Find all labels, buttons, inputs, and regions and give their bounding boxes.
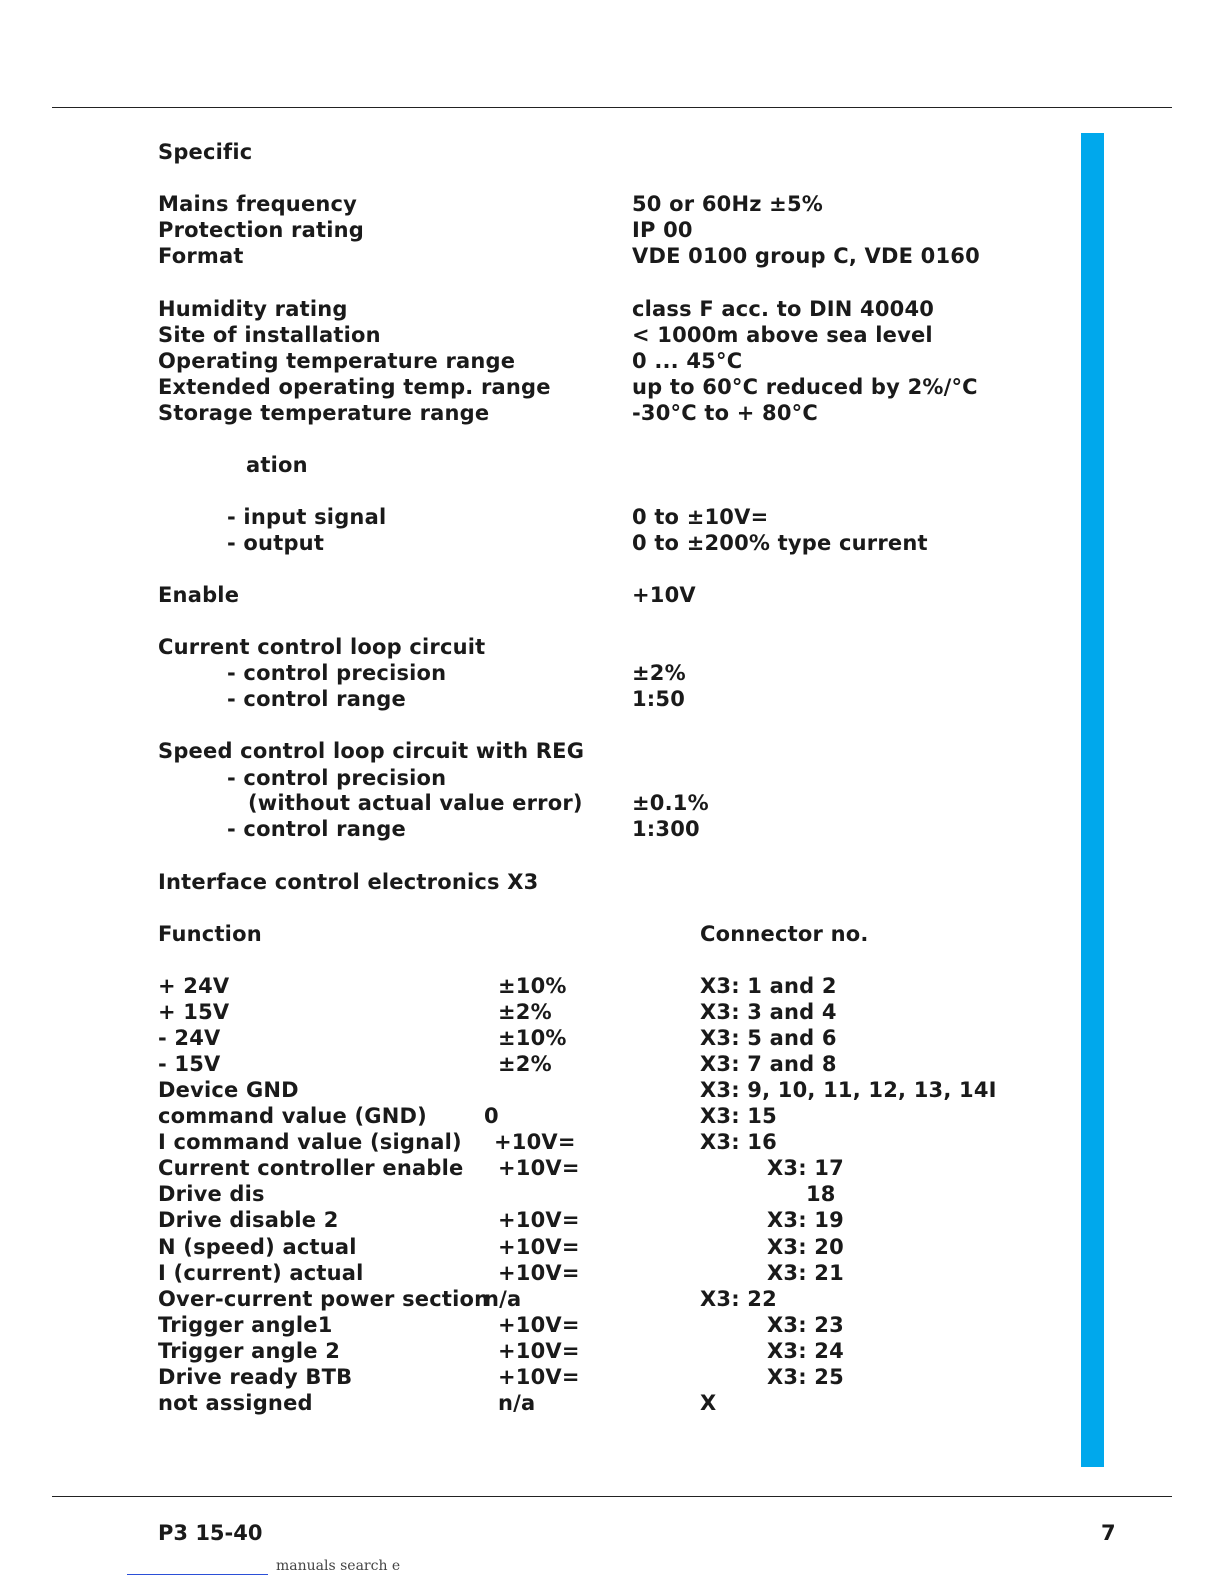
spec-label: Mains frequency [158,192,358,216]
table-value: +10V= [498,1156,580,1180]
table-function: Drive ready BTB [158,1365,353,1389]
table-connector: X3: 15 [700,1104,777,1128]
speed-loop-precision-sub: (without actual value error) [248,791,583,815]
table-connector: X3: 17 [767,1156,844,1180]
table-function: + 15V [158,1000,230,1024]
table-function: I (current) actual [158,1261,364,1285]
table-connector: X3: 5 and 6 [700,1026,837,1050]
table-connector: X3: 19 [767,1208,844,1232]
table-value: +10V= [498,1365,580,1389]
table-connector: X3: 1 and 2 [700,974,837,998]
spec-value: IP 00 [632,218,693,242]
accent-bar [1081,133,1104,1467]
table-connector: X [700,1391,717,1415]
interface-heading: Interface control electronics X3 [158,870,539,894]
table-function: Drive dis [158,1182,265,1206]
speed-loop-range-label: - control range [227,817,406,841]
table-function: Current controller enable [158,1156,464,1180]
table-connector: X3: 20 [767,1235,844,1259]
spec-label: Extended operating temp. range [158,375,551,399]
table-value: ±2% [498,1052,552,1076]
table-header-connector: Connector no. [700,922,869,946]
spec-value: up to 60°C reduced by 2%/°C [632,375,978,399]
footer-page-number: 7 [1101,1521,1116,1545]
enable-value: +10V [632,583,696,607]
ation-value: 0 to ±10V= [632,505,769,529]
spec-label: Format [158,244,244,268]
spec-label: Protection rating [158,218,364,242]
spec-label: Storage temperature range [158,401,490,425]
table-value: +10V= [498,1235,580,1259]
table-value: +10V= [498,1261,580,1285]
ation-label: - output [227,531,325,555]
spec-label: Humidity rating [158,297,348,321]
table-value: n/a [498,1391,536,1415]
table-function: - 24V [158,1026,221,1050]
table-function: - 15V [158,1052,221,1076]
table-connector: X3: 24 [767,1339,844,1363]
speed-loop-precision-value: ±0.1% [632,791,709,815]
table-header-function: Function [158,922,262,946]
spec-value: 50 or 60Hz ±5% [632,192,824,216]
enable-label: Enable [158,583,240,607]
table-function: Trigger angle1 [158,1313,333,1337]
table-connector: X3: 21 [767,1261,844,1285]
table-value: ±10% [498,1026,567,1050]
speed-loop-heading: Speed control loop circuit with REG [158,739,585,763]
spec-value: 0 ... 45°C [632,349,743,373]
table-function: command value (GND) [158,1104,427,1128]
table-function: + 24V [158,974,230,998]
spec-label: Site of installation [158,323,381,347]
table-connector: X3: 16 [700,1130,777,1154]
watermark-link[interactable] [127,1574,268,1575]
current-loop-heading: Current control loop circuit [158,635,486,659]
table-value: ±10% [498,974,567,998]
spec-value: -30°C to + 80°C [632,401,818,425]
table-value: +10V= [498,1339,580,1363]
watermark-text: manuals search e [276,1558,401,1574]
table-value: n/a [484,1287,522,1311]
table-connector: X3: 3 and 4 [700,1000,837,1024]
table-connector: X3: 22 [700,1287,777,1311]
table-value: +10V= [498,1313,580,1337]
table-connector: X3: 9, 10, 11, 12, 13, 14I [700,1078,997,1102]
current-loop-label: - control range [227,687,406,711]
table-function: Trigger angle 2 [158,1339,341,1363]
footer-doc-id: P3 15-40 [158,1521,263,1545]
table-function: not assigned [158,1391,313,1415]
table-value: +10V= [494,1130,576,1154]
table-connector: 18 [806,1182,836,1206]
speed-loop-range-value: 1:300 [632,817,700,841]
spec-value: < 1000m above sea level [632,323,933,347]
speed-loop-precision-label: - control precision [227,766,447,790]
ation-label: - input signal [227,505,387,529]
ation-value: 0 to ±200% type current [632,531,928,555]
table-connector: X3: 23 [767,1313,844,1337]
spec-value: VDE 0100 group C, VDE 0160 [632,244,980,268]
current-loop-label: - control precision [227,661,447,685]
table-connector: X3: 7 and 8 [700,1052,837,1076]
section-title: Specific [158,140,253,164]
table-connector: X3: 25 [767,1365,844,1389]
footer-rule [52,1496,1172,1497]
ation-heading: ation [246,453,308,477]
spec-label: Operating temperature range [158,349,516,373]
spec-value: class F acc. to DIN 40040 [632,297,935,321]
table-function: I command value (signal) [158,1130,462,1154]
table-function: Over-current power section [158,1287,490,1311]
table-function: Device GND [158,1078,299,1102]
table-value: ±2% [498,1000,552,1024]
table-function: N (speed) actual [158,1235,357,1259]
table-value: +10V= [498,1208,580,1232]
current-loop-value: ±2% [632,661,686,685]
table-value: 0 [484,1104,499,1128]
current-loop-value: 1:50 [632,687,686,711]
header-rule [52,107,1172,108]
table-function: Drive disable 2 [158,1208,339,1232]
